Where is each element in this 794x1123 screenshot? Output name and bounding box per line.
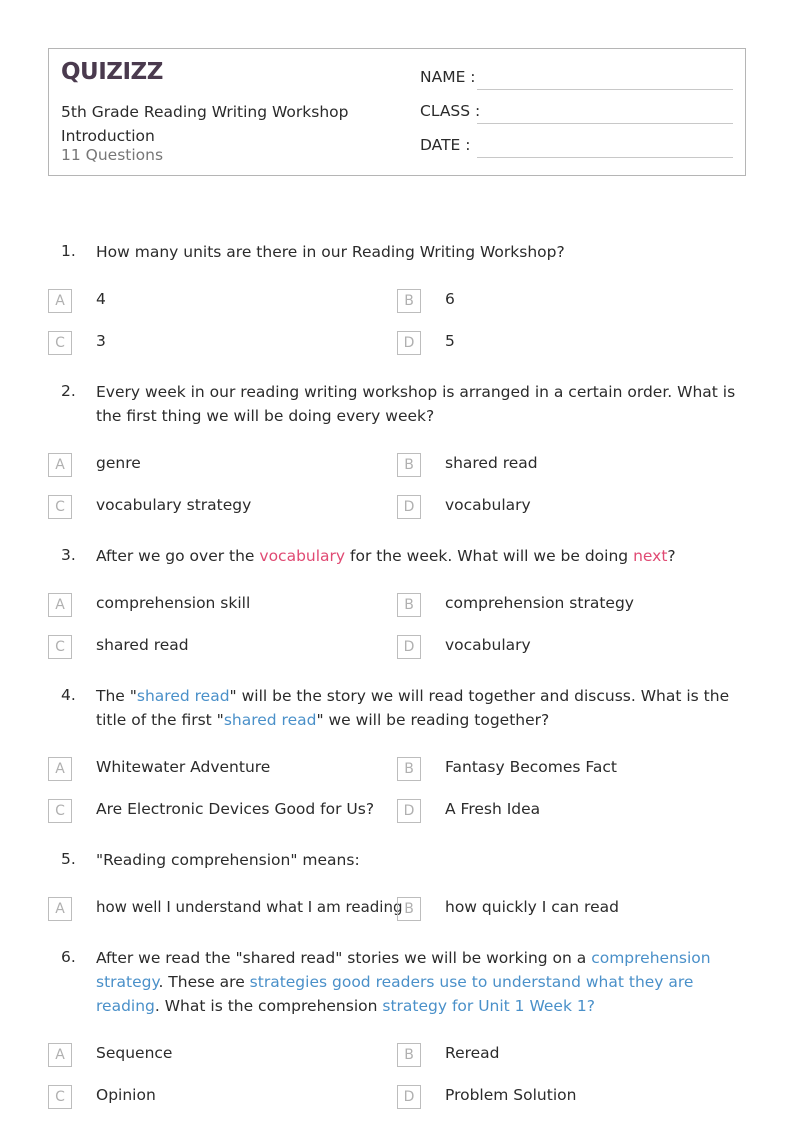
question-text-part: for the week. What will we be doing [345, 547, 634, 565]
option-letter[interactable]: A [48, 897, 72, 921]
option-text: 4 [96, 290, 106, 308]
option-letter[interactable]: D [397, 799, 421, 823]
question-number: 3. [61, 546, 76, 564]
option-letter[interactable]: C [48, 1085, 72, 1109]
worksheet-title: 5th Grade Reading Writing Workshop Introduction [61, 103, 349, 145]
option-letter[interactable]: D [397, 331, 421, 355]
option-text: A Fresh Idea [445, 800, 541, 818]
option-letter[interactable]: B [397, 1043, 421, 1067]
question-text-part: ? [667, 547, 676, 565]
question-text: "Reading comprehension" means: [96, 851, 360, 869]
option-letter[interactable]: A [48, 453, 72, 477]
option-text: comprehension strategy [445, 594, 634, 612]
name-label: NAME : [420, 68, 476, 86]
option-letter[interactable]: B [397, 757, 421, 781]
option-letter[interactable]: D [397, 495, 421, 519]
question-text-part: The " [96, 687, 137, 705]
option-letter[interactable]: C [48, 331, 72, 355]
option-letter[interactable]: A [48, 593, 72, 617]
option-text: shared read [96, 636, 189, 654]
option-text: 5 [445, 332, 455, 350]
question-number: 4. [61, 686, 76, 704]
question-text-part: " will be the story we will read together and discuss. What is the title of the first " [96, 687, 730, 729]
option-letter[interactable]: A [48, 1043, 72, 1067]
option-letter[interactable]: D [397, 1085, 421, 1109]
class-label: CLASS : [420, 102, 481, 120]
question-count: 11 Questions [61, 146, 164, 164]
name-line[interactable] [477, 89, 733, 90]
question-text-part: After we read the "shared read" stories we will be working on a [96, 949, 592, 967]
option-letter[interactable]: B [397, 289, 421, 313]
question-number: 6. [61, 948, 76, 966]
option-text: 6 [445, 290, 455, 308]
option-text: Sequence [96, 1044, 173, 1062]
highlight-next: next [633, 547, 668, 565]
question-text [96, 946, 752, 1018]
class-line[interactable] [477, 123, 733, 124]
highlight-strategies: strategies good readers use to understand what they are reading [96, 973, 694, 1015]
option-text: how quickly I can read [445, 898, 619, 916]
option-letter[interactable]: B [397, 593, 421, 617]
option-letter[interactable]: B [397, 453, 421, 477]
option-text: genre [96, 454, 141, 472]
option-text: 3 [96, 332, 106, 350]
question-text-part: . What is the comprehension [154, 997, 383, 1015]
option-text: vocabulary [445, 496, 531, 514]
question-number: 1. [61, 242, 76, 260]
question-text [96, 544, 752, 568]
question-text-part: " we will be reading together? [316, 711, 550, 729]
question-text-part: . These are [158, 973, 250, 991]
highlight-shared-read: shared read [223, 711, 317, 729]
option-letter[interactable]: A [48, 289, 72, 313]
question-text [96, 684, 752, 732]
worksheet-header [48, 48, 746, 176]
option-text: Opinion [96, 1086, 156, 1104]
option-letter[interactable]: C [48, 799, 72, 823]
option-text: comprehension skill [96, 594, 251, 612]
option-letter[interactable]: D [397, 635, 421, 659]
option-text: Reread [445, 1044, 500, 1062]
question-number: 2. [61, 382, 76, 400]
date-label: DATE : [420, 136, 471, 154]
highlight-strategy-unit: strategy for Unit 1 Week 1? [382, 997, 595, 1015]
question-text: How many units are there in our Reading Writing Workshop? [96, 243, 565, 261]
option-text: vocabulary strategy [96, 496, 252, 514]
option-letter[interactable]: A [48, 757, 72, 781]
option-text: how well I understand what I am reading [96, 898, 403, 916]
option-text: vocabulary [445, 636, 531, 654]
question-text: Every week in our reading writing workshop is arranged in a certain order. What is the first thing we will be doing every week? [96, 383, 736, 425]
option-letter[interactable]: B [397, 897, 421, 921]
quizizz-logo: QUIZIZZ [61, 59, 163, 85]
question-number: 5. [61, 850, 76, 868]
option-text: Are Electronic Devices Good for Us? [96, 800, 375, 818]
question-text-part: After we go over the [96, 547, 260, 565]
option-text: Problem Solution [445, 1086, 577, 1104]
highlight-comprehension-strategy: comprehension strategy [96, 949, 711, 991]
option-letter[interactable]: C [48, 635, 72, 659]
option-text: Whitewater Adventure [96, 758, 271, 776]
option-letter[interactable]: C [48, 495, 72, 519]
option-text: shared read [445, 454, 538, 472]
highlight-shared-read: shared read [136, 687, 230, 705]
option-text: Fantasy Becomes Fact [445, 758, 617, 776]
date-line[interactable] [477, 157, 733, 158]
highlight-vocabulary: vocabulary [259, 547, 346, 565]
